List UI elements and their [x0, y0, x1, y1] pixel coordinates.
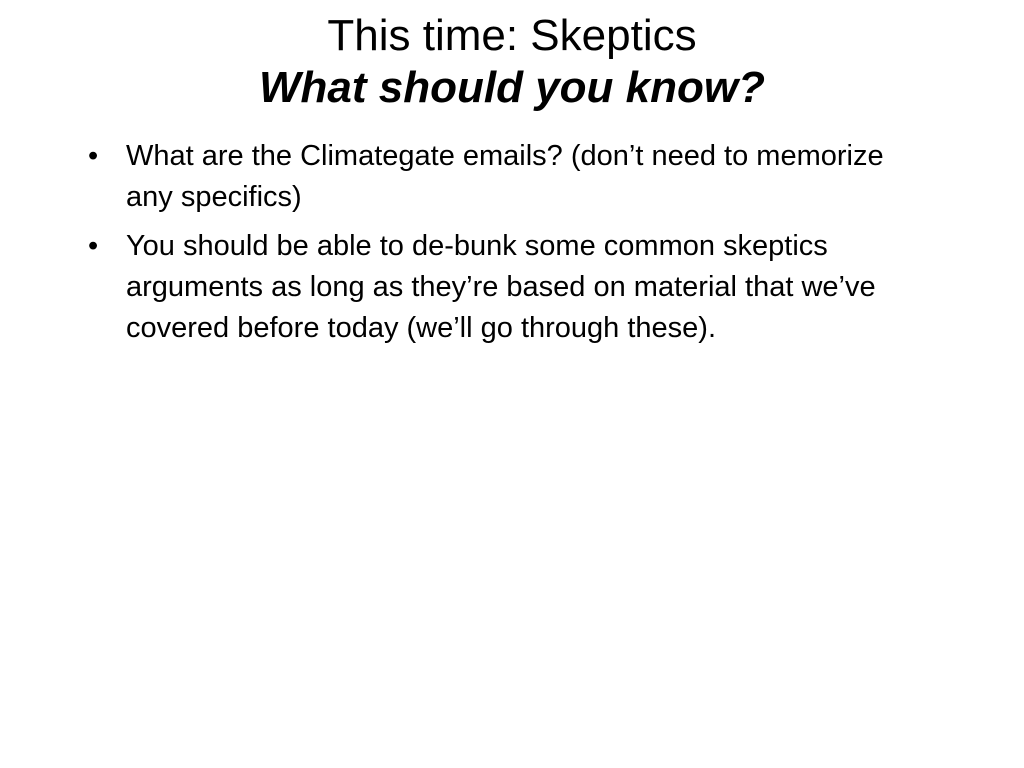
- bullet-item: [88, 136, 908, 218]
- bullet-item: [88, 226, 908, 349]
- bullet-text: What are the Climategate emails? (don’t need to memorize any specifics): [126, 140, 884, 213]
- slide-subtitle: What should you know?: [259, 63, 765, 112]
- bullet-marker-icon: •: [88, 230, 99, 262]
- bullet-list: [88, 136, 908, 357]
- bullet-text: You should be able to de-bunk some common skeptics arguments as long as they’re based on material that we’ve covered before today (we’ll go through these).: [126, 230, 876, 344]
- slide-title: This time: Skeptics: [327, 11, 697, 60]
- bullet-marker-icon: •: [88, 140, 99, 172]
- slide-title-block: [0, 10, 1024, 114]
